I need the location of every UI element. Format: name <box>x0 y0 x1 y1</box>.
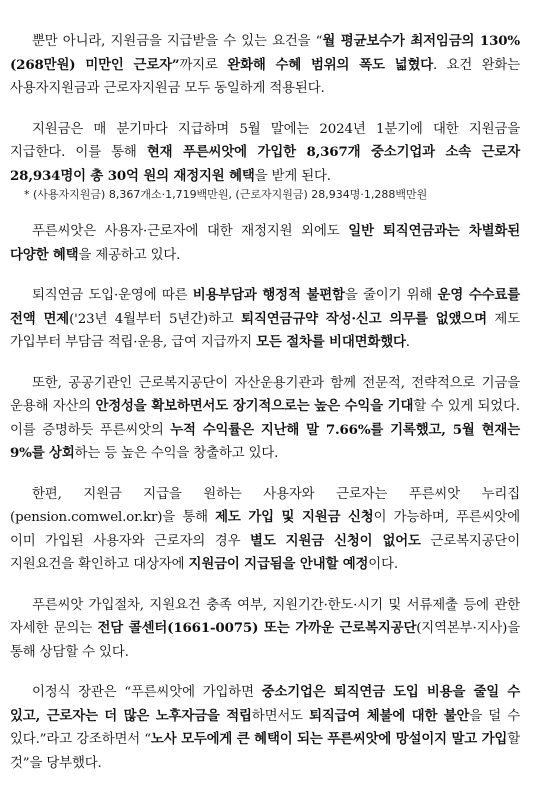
text-run: (지역본부·지사)을 통해 상담할 수 있다. <box>10 621 520 660</box>
text-run: 하면서도 <box>251 708 310 724</box>
bold-text-run: 완화해 수혜 범위의 폭도 넓혔다 <box>227 56 434 73</box>
text-run: 한편, 지원금 지급을 원하는 사용자와 근로자는 푸른씨앗 누리집(pension.comwel.or.kr)을 통해 <box>10 486 520 525</box>
text-run: 또한, 공공기관인 근로복지공단이 자산운용기관과 함께 전문적, 전략적으로 기금을 운용해 자산의 <box>10 375 520 414</box>
paragraph-5 <box>10 372 520 466</box>
bold-text-run: 운영 수수료를 전액 면제 <box>10 287 520 327</box>
bold-text-run: 현재 푸른씨앗에 가입한 8,367개 중소기업과 소속 근로자 28,934명이 총 30억 원의 재정지원 혜택 <box>10 144 520 184</box>
text-run: 을 받게 된다. <box>254 168 331 184</box>
text-run: 을 덜 수 있다.”라고 강조하면서 “ <box>10 708 520 747</box>
text-run: 뿐만 아니라, 지원금을 지급받을 수 있는 요건을 “ <box>32 34 323 49</box>
text-run: 하는 등 높은 수익을 창출하고 있다. <box>74 446 279 461</box>
bold-text-run: 별도 지원금 신청이 없어도 <box>250 532 421 549</box>
text-run: . <box>405 335 410 350</box>
bold-text-run: 월 평균보수가 최저임금의 130%(268만원) 미만인 근로자” <box>10 33 521 73</box>
bold-text-run: 제도 가입 및 지원금 신청 <box>215 509 374 525</box>
bold-text-run: 모든 절차를 비대면화했다 <box>256 334 406 350</box>
paragraph-7 <box>10 594 520 665</box>
text-run: 을 제공하고 있다. <box>78 247 181 263</box>
text-run: 이다. <box>368 557 398 572</box>
text-run: 푸른씨앗은 사용자·근로자에 대한 재정지원 외에도 <box>32 224 349 239</box>
paragraph-3 <box>10 220 520 267</box>
text-run: 이정식 장관은 “푸른씨앗에 가입하면 <box>32 685 262 700</box>
bold-text-run: 비용부담과 행정적 불편함 <box>192 287 345 303</box>
bold-text-run: 퇴직급여 체불에 대한 불안 <box>309 707 470 724</box>
bold-text-run: 안정성을 확보하면서도 장기적으로는 높은 수익을 기대 <box>95 398 414 414</box>
paragraph-4 <box>10 284 520 355</box>
text-run: 제도 가입부터 부담금 적립·운용, 급여 지급까지 <box>10 311 521 350</box>
text-run: ('23년 4월부터 5년간)하고 <box>69 311 242 327</box>
text-run: 을 줄이기 위해 <box>344 288 438 303</box>
footnote-support-amounts: * (사용자지원금) 8,367개소·1,719백만원, (근로자지원금) 28,934명·1,288백만원 <box>24 188 428 201</box>
bold-text-run: 중소기업은 퇴직연금 도입 비용을 줄일 수 있고, 근로자는 더 많은 노후자금을 적립 <box>10 684 520 724</box>
bold-text-run: 노사 모두에게 큰 혜택이 되는 푸른씨앗에 망설이지 말고 가입 <box>150 731 508 747</box>
bold-text-run: 일반 퇴직연금과는 차별화된 다양한 혜택 <box>10 223 520 263</box>
text-run: 까지로 <box>179 57 228 73</box>
text-run: . 요건 완화는 사용자지원금과 근로자지원금 모두 동일하게 적용된다. <box>10 57 520 96</box>
paragraph-1 <box>10 30 520 101</box>
bold-text-run: 퇴직연금규약 작성·신고 의무를 없앴으며 <box>241 310 487 327</box>
paragraph-6 <box>10 483 520 577</box>
text-run: 이 가능하며, 푸른씨앗에 이미 가입된 사용자와 근로자의 경우 <box>10 510 520 549</box>
text-run: 근로복지공단이 지원요건을 확인하고 대상자에 <box>10 533 520 572</box>
text-run: 할 수 있게 되었다. 이를 증명하듯 푸른씨앗의 <box>10 399 520 438</box>
bold-text-run: 누적 수익률은 지난해 말 7.66%를 기록했고, 5월 현재는 9%를 상회 <box>10 421 520 461</box>
text-run: 지원금은 매 분기마다 지급하며 5월 말에는 2024년 1분기에 대한 지원금을 지급한다. 이를 통해 <box>10 121 520 160</box>
text-run: 할 것”을 당부했다. <box>10 732 520 771</box>
bold-text-run: 지원금이 지급됨을 안내할 예정 <box>188 556 369 572</box>
paragraph-2 <box>10 118 520 189</box>
document-body <box>10 30 520 792</box>
text-run: 푸른씨앗 가입절차, 지원요건 충족 여부, 지원기간·한도·시기 및 서류제출 등에 관한 자세한 문의는 <box>10 597 520 636</box>
paragraph-8 <box>10 681 520 775</box>
text-run: 퇴직연금 도입·운영에 따른 <box>32 288 193 303</box>
bold-text-run: 전담 콜센터(1661-0075) 또는 가까운 근로복지공단 <box>97 620 417 636</box>
